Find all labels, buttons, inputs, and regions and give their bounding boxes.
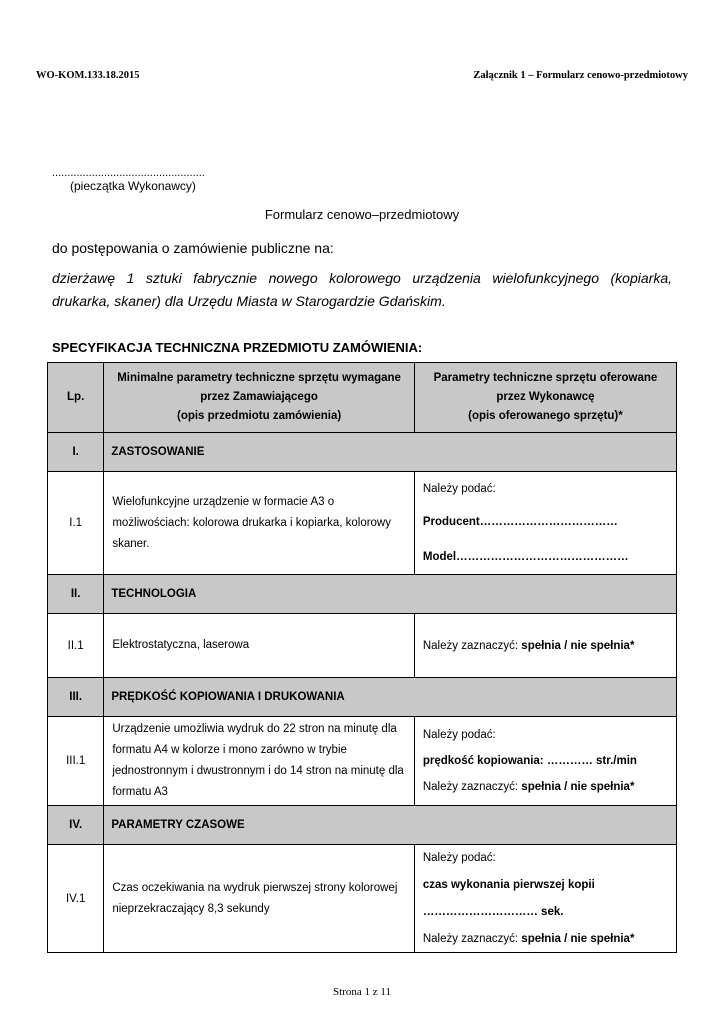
- offer-line: Należy podać:: [422, 729, 496, 741]
- header-required: [104, 363, 415, 433]
- header-required-line: przez Zamawiającego: [200, 391, 318, 403]
- page-number: Strona 1 z 11: [333, 986, 391, 998]
- header-offered-line: Parametry techniczne sprzętu oferowane: [433, 372, 658, 384]
- offer-line-label: Należy zaznaczyć:: [422, 781, 522, 793]
- offer-line: Należy podać:: [422, 483, 496, 495]
- offer-line: Należy podać:: [422, 852, 496, 864]
- offered-parameter: [414, 845, 676, 953]
- offer-line: [423, 777, 668, 797]
- compliance-choice: spełnia / nie spełnia*: [521, 781, 635, 793]
- header-offered-line: (opis oferowanego sprzętu)*: [468, 410, 623, 422]
- spec-title: SPECYFIKACJA TECHNICZNA PRZEDMIOTU ZAMÓWIENIA:: [52, 340, 423, 355]
- section-row: [48, 433, 677, 472]
- table-row: [48, 614, 677, 678]
- row-number: III.1: [48, 717, 104, 806]
- stamp-label: (pieczątka Wykonawcy): [70, 179, 196, 193]
- row-number: I.1: [48, 472, 104, 575]
- table-row: [48, 845, 677, 953]
- compliance-choice: spełnia / nie spełnia*: [521, 933, 635, 945]
- section-number: I.: [48, 433, 104, 472]
- required-parameter: Wielofunkcyjne urządzenie w formacie A3 o możliwościach: kolorowa drukarka i kopiarka, kolorowy skaner.: [104, 472, 415, 575]
- stamp-line: ..................................................: [52, 167, 205, 179]
- offered-parameter: [414, 614, 676, 678]
- subject-text: dzierżawę 1 sztuki fabrycznie nowego kolorowego urządzenia wielofunkcyjnego (kopiarka, drukarka, skaner) dla Urzędu Miasta w Starogardzie Gdańskim.: [52, 270, 672, 309]
- section-number: III.: [48, 678, 104, 717]
- offered-parameter: [414, 717, 676, 806]
- header-required-line: Minimalne parametry techniczne sprzętu wymagane: [117, 372, 401, 384]
- section-title: TECHNOLOGIA: [104, 575, 677, 614]
- offer-line: Należy zaznaczyć:: [422, 639, 522, 652]
- intro-text: do postępowania o zamówienie publiczne na:: [52, 240, 334, 256]
- document-code: WO-KOM.133.18.2015: [36, 70, 140, 81]
- form-title: Formularz cenowo–przedmiotowy: [264, 207, 460, 222]
- offer-line-label: Należy zaznaczyć:: [422, 933, 522, 945]
- row-number: IV.1: [48, 845, 104, 953]
- section-title: PRĘDKOŚĆ KOPIOWANIA I DRUKOWANIA: [104, 678, 677, 717]
- header-lp: Lp.: [48, 363, 104, 433]
- first-copy-time-field: ………………………… sek.: [422, 906, 564, 918]
- section-row: [48, 806, 677, 845]
- required-parameter: Urządzenie umożliwia wydruk do 22 stron na minutę dla formatu A4 w kolorze i mono zarówno w trybie jednostronnym i dwustronnym i do 14 stron na minutę dla formatu A3: [104, 717, 415, 806]
- section-row: [48, 575, 677, 614]
- compliance-choice: spełnia / nie spełnia*: [521, 639, 635, 652]
- model-field: Model………………………………………: [422, 551, 629, 563]
- first-copy-time-label: czas wykonania pierwszej kopii: [422, 879, 595, 891]
- header-required-line: (opis przedmiotu zamówienia): [176, 410, 342, 422]
- header-offered: [414, 363, 676, 433]
- attachment-title: Załącznik 1 – Formularz cenowo-przedmiotowy: [473, 70, 688, 81]
- section-row: [48, 678, 677, 717]
- table-row: [48, 472, 677, 575]
- required-parameter: Elektrostatyczna, laserowa: [104, 614, 415, 678]
- offer-line: [423, 929, 668, 949]
- section-title: ZASTOSOWANIE: [104, 433, 677, 472]
- spec-table: [47, 362, 677, 953]
- copy-speed-field: prędkość kopiowania: ………… str./min: [422, 755, 637, 767]
- table-header-row: [48, 363, 677, 433]
- required-parameter: Czas oczekiwania na wydruk pierwszej strony kolorowej nieprzekraczający 8,3 sekundy: [104, 845, 415, 953]
- section-number: IV.: [48, 806, 104, 845]
- row-number: II.1: [48, 614, 104, 678]
- header-offered-line: przez Wykonawcę: [496, 391, 595, 403]
- table-row: [48, 717, 677, 806]
- offered-parameter: [414, 472, 676, 575]
- producer-field: Producent………………………………: [422, 516, 618, 528]
- section-title: PARAMETRY CZASOWE: [104, 806, 677, 845]
- section-number: II.: [48, 575, 104, 614]
